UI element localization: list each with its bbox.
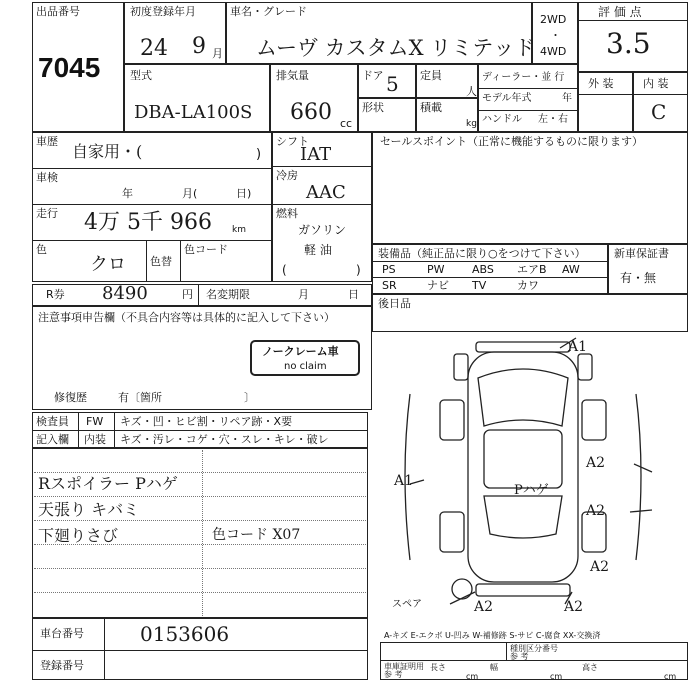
- width-label: 幅: [490, 663, 498, 672]
- history-value: 自家用・(: [72, 142, 143, 161]
- equipment-item: エアB: [517, 263, 547, 276]
- equipment-item: ABS: [472, 263, 494, 276]
- exterior-label: 外 装: [588, 77, 614, 90]
- notes-label: 注意事項申告欄（不具合内容等は具体的に記入して下さい）: [38, 311, 335, 324]
- dealer-divider-2: [478, 110, 578, 111]
- remark-line: [34, 520, 366, 521]
- damage-mark: A2: [474, 599, 494, 615]
- drive-4wd: 4WD: [540, 45, 567, 58]
- inspector-label: 検査員: [36, 415, 69, 428]
- kind-label: 種別区分番号: [510, 644, 558, 653]
- fuel-light-oil: 軽 油: [304, 243, 332, 257]
- fuel-open: (: [282, 263, 287, 277]
- legend-col: [506, 642, 507, 660]
- model-value: DBA-LA100S: [134, 102, 253, 123]
- remark-line: [34, 472, 366, 473]
- fuel-gas: ガソリン: [298, 223, 347, 237]
- damage-mark: A2: [586, 503, 606, 519]
- equipment-item: TV: [472, 279, 487, 292]
- cert-label: 車庫証明用: [384, 662, 424, 671]
- damage-mark: A1: [394, 473, 414, 489]
- ext-int-divider: [578, 94, 688, 95]
- fw-label: FW: [86, 415, 104, 428]
- legend-divider: [380, 660, 688, 661]
- rear-left-wheel: [440, 512, 464, 552]
- dealer-label: ディーラー・並 行: [482, 72, 565, 83]
- trans-divider-1: [272, 166, 372, 167]
- recolor-label: 色替: [150, 255, 172, 268]
- equipment-item: PW: [427, 263, 445, 276]
- deadline-day: 日: [348, 288, 359, 301]
- color-divider-1: [146, 240, 147, 282]
- shape-label: 形状: [362, 101, 384, 114]
- displacement-label: 排気量: [276, 69, 309, 82]
- roof: [484, 430, 562, 488]
- equip-divider-1: [372, 261, 608, 262]
- displacement-value: 660: [290, 100, 332, 125]
- door-label: ドア: [362, 69, 384, 82]
- mileage-unit: km: [232, 225, 246, 235]
- recycle-value: 8490: [102, 283, 148, 304]
- warranty-label: 新車保証書: [614, 247, 669, 260]
- grade-value: 3.5: [606, 27, 651, 60]
- mirror-left: [454, 354, 468, 380]
- mileage-label: 走行: [36, 207, 58, 220]
- lot-number: 7045: [38, 52, 101, 83]
- car-name-label: 車名・グレード: [230, 5, 307, 18]
- history-label: 車歴: [36, 135, 58, 148]
- equipment-item: PS: [382, 263, 396, 276]
- length-label: 長さ: [430, 663, 446, 672]
- load-label: 積載: [420, 101, 442, 114]
- width-unit: cm: [550, 672, 563, 681]
- int-label: 内装: [84, 433, 106, 446]
- chassis-value: 0153606: [140, 622, 230, 646]
- inspector-divider: [32, 430, 368, 431]
- leader: [630, 510, 652, 512]
- remark-divider: [202, 450, 203, 616]
- history-divider-2: [32, 204, 272, 205]
- damage-mark: A2: [586, 455, 606, 471]
- history-divider-3: [32, 240, 272, 241]
- remark-line-1: Rスポイラー Pハゲ: [38, 474, 178, 493]
- sales-point-label: セールスポイント（正常に機能するものに限ります）: [380, 135, 644, 148]
- reg-label: 登録番号: [40, 659, 84, 672]
- capacity-unit: 人: [466, 85, 477, 98]
- equipment-item: カワ: [517, 279, 539, 292]
- grade-label: 評 価 点: [598, 5, 642, 19]
- no-claim-jp: ノークレーム車: [262, 345, 339, 358]
- trans-divider-2: [272, 204, 372, 205]
- int-items: キズ・汚レ・コゲ・穴・スレ・キレ・破レ: [120, 433, 329, 446]
- deadline-month: 月: [298, 288, 309, 301]
- inspector-col-2: [114, 412, 115, 448]
- rear-bumper: [476, 584, 570, 596]
- remark-color-code: 色コード X07: [212, 527, 301, 543]
- first-reg-year: 24: [140, 36, 168, 61]
- chassis-col: [104, 618, 105, 680]
- first-reg-label: 初度登録年月: [130, 5, 196, 18]
- spare-label: スペア: [392, 599, 422, 610]
- recycle-box: [32, 284, 372, 306]
- grade-divider: [578, 20, 688, 21]
- equipment-item: SR: [382, 279, 397, 292]
- drive-dot: ・: [550, 29, 561, 42]
- car-name: ムーヴ カスタムX リミテッド: [256, 36, 536, 60]
- car-diagram: [380, 334, 688, 620]
- warranty-value: 有・無: [620, 271, 657, 285]
- damage-mark: A2: [590, 559, 610, 575]
- inspector-col-1: [78, 412, 79, 448]
- inspection-day: 日): [236, 187, 252, 200]
- front-bumper: [476, 342, 570, 352]
- lot-label: 出品番号: [36, 5, 80, 18]
- deadline-label: 名変期限: [206, 288, 250, 301]
- handle-value: 左・右: [538, 114, 568, 125]
- damage-mark: Pハゲ: [514, 483, 549, 498]
- chassis-divider: [32, 650, 368, 651]
- model-label: 型式: [130, 69, 152, 82]
- front-left-wheel: [440, 400, 464, 440]
- recycle-label: R券: [46, 288, 65, 301]
- recycle-divider: [198, 284, 199, 306]
- repair-value: 有〔箇所: [118, 391, 162, 404]
- interior-label: 内 装: [643, 77, 669, 90]
- mileage-value: 4万 5千 966: [84, 210, 212, 235]
- remark-line-2: 天張り キバミ: [38, 500, 140, 519]
- ac-label: 冷房: [276, 169, 298, 182]
- damage-mark: A2: [564, 599, 584, 615]
- equip-divider-2: [372, 277, 608, 278]
- recycle-unit: 円: [182, 288, 193, 301]
- after-fit-label: 後日品: [378, 297, 411, 310]
- shift-label: シフト: [276, 135, 309, 148]
- damage-codes-legend: A-キズ E-エクボ U-凹み W-補修跡 S-サビ C-腐食 XX-交換済: [384, 631, 601, 640]
- color-code-label: 色コード: [184, 243, 228, 256]
- spare-tire: [452, 579, 472, 599]
- handle-label: ハンドル: [482, 114, 522, 125]
- remark-line-3: 下廻りさび: [38, 526, 119, 545]
- after-fit-box: [372, 294, 688, 332]
- mirror-right: [578, 354, 592, 380]
- front-right-wheel: [582, 400, 606, 440]
- repair-label: 修復歴: [54, 391, 87, 404]
- remark-line: [34, 496, 366, 497]
- interior-value: C: [651, 100, 667, 124]
- leader: [634, 464, 652, 472]
- inspection-label: 車検: [36, 171, 58, 184]
- dealer-divider-1: [478, 88, 578, 89]
- inspection-month: 月(: [182, 187, 198, 200]
- sales-point-box: [372, 132, 688, 244]
- load-unit: kg: [466, 119, 477, 129]
- right-side-line: [636, 394, 641, 560]
- damage-mark: A1: [568, 339, 588, 355]
- first-reg-month-unit: 月: [212, 47, 223, 60]
- entry-label: 記入欄: [36, 433, 69, 446]
- rear-window: [484, 496, 562, 538]
- color-divider-2: [180, 240, 181, 282]
- height-label: 高さ: [582, 663, 598, 672]
- displacement-unit: cc: [340, 117, 353, 130]
- fuel-label: 燃料: [276, 207, 298, 220]
- remark-line: [34, 592, 366, 593]
- inspection-year: 年: [122, 187, 133, 200]
- history-close: ): [256, 147, 262, 162]
- cert-ref: 参 考: [384, 670, 403, 679]
- fuel-close: ): [356, 263, 361, 277]
- length-unit: cm: [466, 672, 479, 681]
- height-unit: cm: [664, 672, 677, 681]
- kind-ref: 参 考: [510, 652, 529, 661]
- shift-value: IAT: [300, 144, 332, 165]
- no-claim-en: no claim: [284, 361, 327, 372]
- equipment-item: AW: [562, 263, 580, 276]
- ac-value: AAC: [306, 182, 346, 203]
- chassis-label: 車台番号: [40, 627, 84, 640]
- color-label: 色: [36, 243, 47, 256]
- remark-line: [34, 568, 366, 569]
- model-year-label: モデル年式: [482, 93, 532, 104]
- first-reg-month: 9: [192, 34, 206, 59]
- equipment-label: 装備品（純正品に限り○をつけて下さい）: [378, 247, 586, 260]
- repair-close: 〕: [244, 391, 255, 404]
- drive-2wd: 2WD: [540, 13, 567, 26]
- windshield: [478, 369, 568, 426]
- ext-items: キズ・凹・ヒビ割・リペア跡・X要: [120, 415, 293, 428]
- history-divider-1: [32, 168, 272, 169]
- equipment-item: ナビ: [427, 279, 449, 292]
- capacity-label: 定員: [420, 69, 442, 82]
- color-value: クロ: [90, 254, 126, 275]
- model-year-unit: 年: [562, 93, 572, 104]
- door-value: 5: [386, 72, 399, 96]
